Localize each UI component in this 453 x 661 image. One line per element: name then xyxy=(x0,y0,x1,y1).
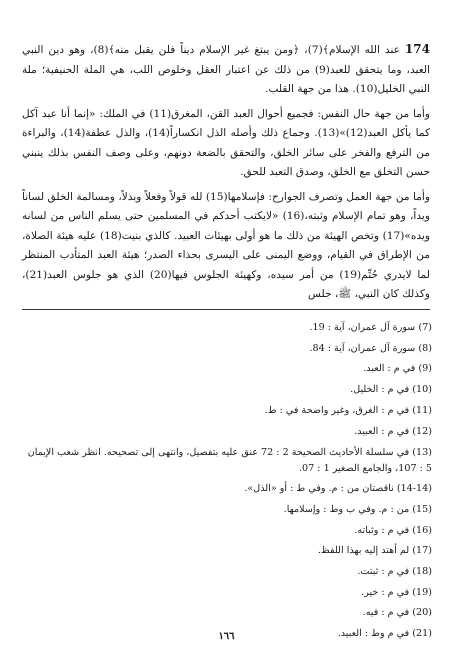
footnote: (11) في م : الغرق، وغير واضحة في : ط. xyxy=(264,404,432,416)
footnotes xyxy=(22,318,432,645)
paragraph-174 xyxy=(22,40,430,100)
page-number: ١٦٦ xyxy=(218,631,235,642)
main-text xyxy=(22,40,430,310)
footnote: (21) في م وط : العبيد. xyxy=(337,628,432,640)
footnote: (17) لم أهتد إليه بهذا اللفظ. xyxy=(317,545,432,557)
paragraph-deeds xyxy=(22,188,430,305)
footnote: (14-14) ناقصتان من : م. وفي ط : أو «الذل». xyxy=(244,483,432,495)
footnote: (9) في م : العبد. xyxy=(363,363,432,375)
paragraph-text: عند الله الإسلام﴾(7)، ﴿ومن يبتغ غير الإسلام ديناً فلن يقبل منه﴾(8)، وهو دين النبي العبد، وما يتحقق للعبد(9) من ذلك عن اعتبار العقل وخلوص اللب، هي الملة الحنيفية؛ ملة النبي الخليل(10). هذا من جهة القلب. xyxy=(22,44,430,95)
paragraph-text: وأما من جهة العمل وتصرف الجوارح: فإسلامها(15) لله قولاً وفعلاً وبذلاً، ومسالمة الخلق لساناً ويداً، وهو تمام الإسلام وثبته،(16) «لايكتب أحدكم في المسلمين حتى يسلم الناس من لسانه ويده»(17) وتخص الهيئة من ذلك ما هو أولى بهيئات العبيد. كالذي بنيت(18) عليه هيئة الصلاة، من الإطراق في القيام، ووضع اليمنى على اليسرى بحذاء الصدر؛ هيئة العبد المتأدب المنتظر لما لايدري حُتِّم(19) من أمر سيده، وكهيئة الجلوس فيها(20) الذي هو جلوس العبد(21)، وكذلك كان النبي، ﷺ، جلس xyxy=(22,190,431,300)
footnote: (20) في م : فيه. xyxy=(362,607,432,619)
footnote: (10) في م : الخليل. xyxy=(350,384,432,396)
footnote: (16) في م : وثباته. xyxy=(354,524,432,536)
footnote: (19) في م : خير. xyxy=(361,586,432,598)
footnote: (12) في م : العبيد. xyxy=(354,425,432,437)
footnote: (18) في م : ثبتت. xyxy=(357,566,432,578)
footnote: (15) من : م. وفي ب وط : وإسلامها. xyxy=(283,503,432,515)
paragraph-number: 174 xyxy=(404,42,430,56)
footnote: (8) سورة آل عمران، آية : 84. xyxy=(309,342,432,354)
paragraph-text: وأما من جهة حال النفس: فجميع أحوال العبد القن، المغرق(11) في الملك: «إنما أنا عبد آكل كما يأكل العبد(12)»(13). وجماع ذلك وأصله الذل انكساراً(14)، والذل عطفة(14)، والبراءة من الترفع والفخر على سائر الخلق، والتحقق بالضعة دونهم، وعلى وصف النفس بذلك ينبني حسن التخلق مع الخلق، وصدق التعبد للحق. xyxy=(22,107,431,178)
paragraph-soul xyxy=(22,105,430,183)
footnote: (13) في سلسلة الأحاديث الصحيحة 2 : 72 عنق عليه بتفصيل، وانتهى إلى تصحيحه. انظر شعب الإيمان 5 : 107، والجامع الصغير 1 : 07. xyxy=(27,447,432,475)
footnote-separator xyxy=(22,309,430,310)
footnote: (7) سورة آل عمران، آية : 19. xyxy=(309,322,432,333)
